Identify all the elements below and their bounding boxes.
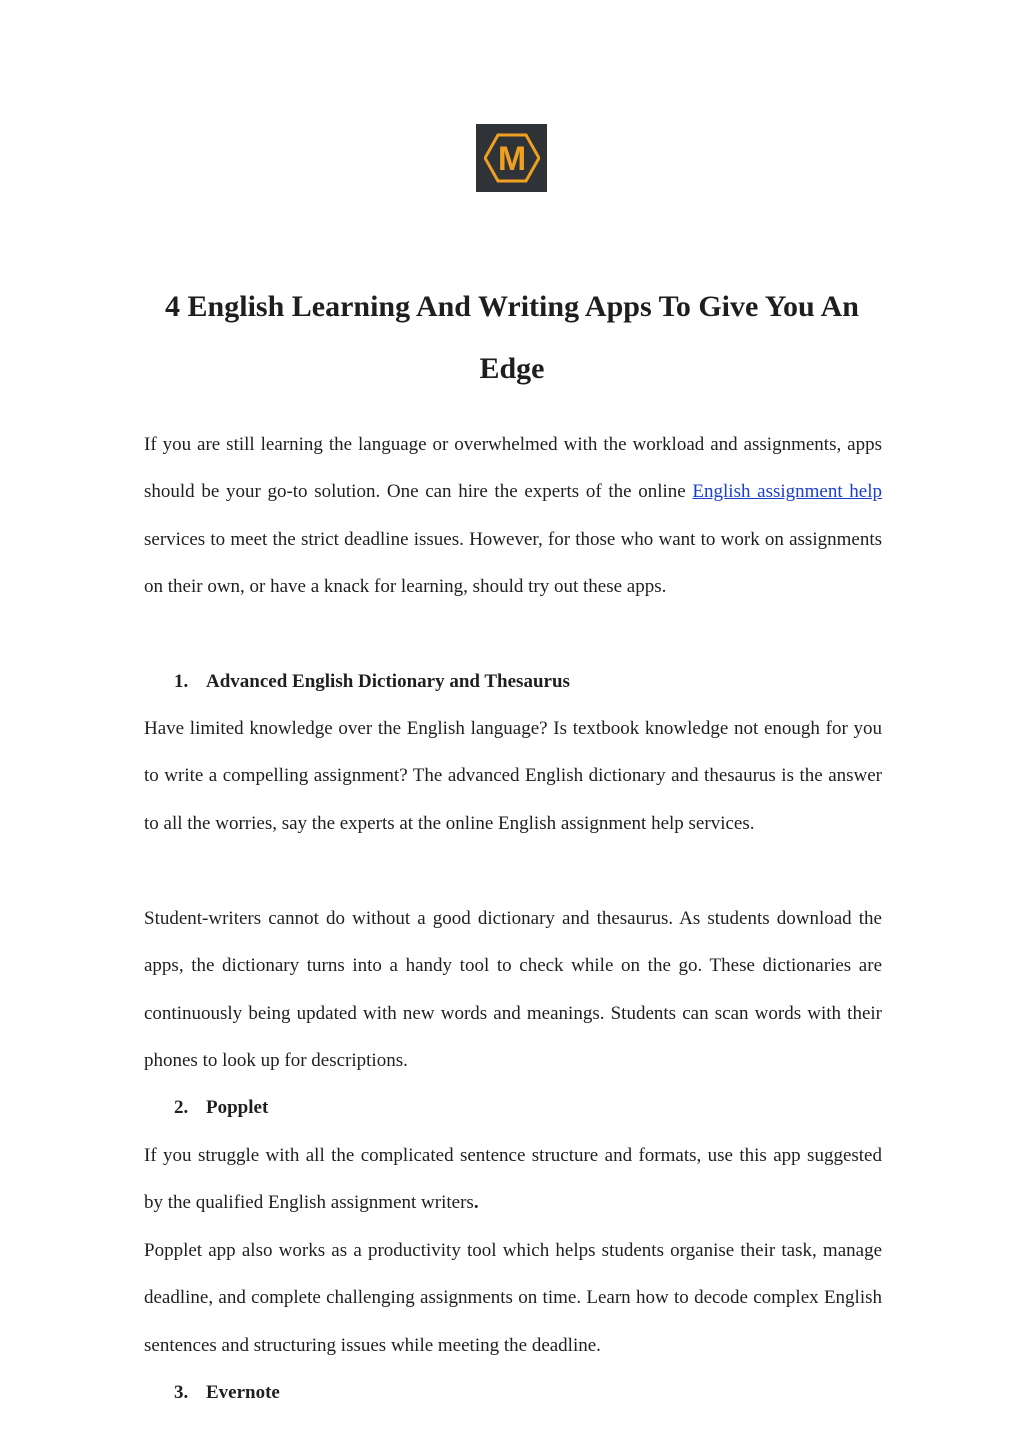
section-title-2: Popplet — [206, 1097, 269, 1118]
intro-paragraph — [144, 421, 882, 611]
section-2-paragraph-2: Popplet app also works as a productivity tool which helps students organise their task, manage deadline, and complete challenging assignments on time. Learn how to decode complex English sentences and structuring issues while meeting the deadline. — [144, 1240, 882, 1356]
section-heading-1 — [174, 670, 570, 694]
section-title-1: Advanced English Dictionary and Thesaurus — [206, 671, 570, 692]
section-1-paragraph-2: Student-writers cannot do without a good dictionary and thesaurus. As students download the apps, the dictionary turns into a handy tool to check while on the go. These dictionaries are continuously being updated with new words and meanings. Students can scan words with their phones to look up for descriptions. — [144, 908, 882, 1072]
section-2-paragraph-1 — [144, 1132, 882, 1227]
section-title-3: Evernote — [206, 1382, 280, 1403]
intro-text-after-link: services to meet the strict deadline issues. However, for those who want to work on assignments on their own, or have a knack for learning, should try out these apps. — [144, 528, 882, 598]
section-number-3: 3. — [174, 1382, 189, 1403]
section-number-2: 2. — [174, 1097, 189, 1118]
page-title-line-2: Edge — [479, 352, 545, 385]
logo — [476, 124, 547, 192]
section-number-1: 1. — [174, 671, 189, 692]
section-heading-3 — [174, 1381, 280, 1405]
section-heading-2 — [174, 1096, 268, 1120]
section-2-paragraph-1-period: . — [473, 1192, 479, 1214]
logo-hexagon-icon — [484, 133, 540, 183]
section-1-paragraph-1: Have limited knowledge over the English language? Is textbook knowledge not enough for you to write a compelling assignment? The advanced English dictionary and thesaurus is the answer to all the worries, say the experts at the online English assignment help services. — [144, 718, 882, 834]
intro-text-before-link: If you are still learning the language or overwhelmed with the workload and assignments, apps should be your go-to solution. One can hire the experts of the online — [144, 434, 882, 503]
logo-letter: M — [497, 140, 526, 178]
section-2-paragraph-1-text: If you struggle with all the complicated sentence structure and formats, use this app suggested by the qualified English assignment writers — [144, 1145, 882, 1214]
english-assignment-help-link[interactable]: English assignment help — [692, 481, 883, 503]
page-title-line-1: 4 English Learning And Writing Apps To Give You An — [165, 290, 859, 323]
